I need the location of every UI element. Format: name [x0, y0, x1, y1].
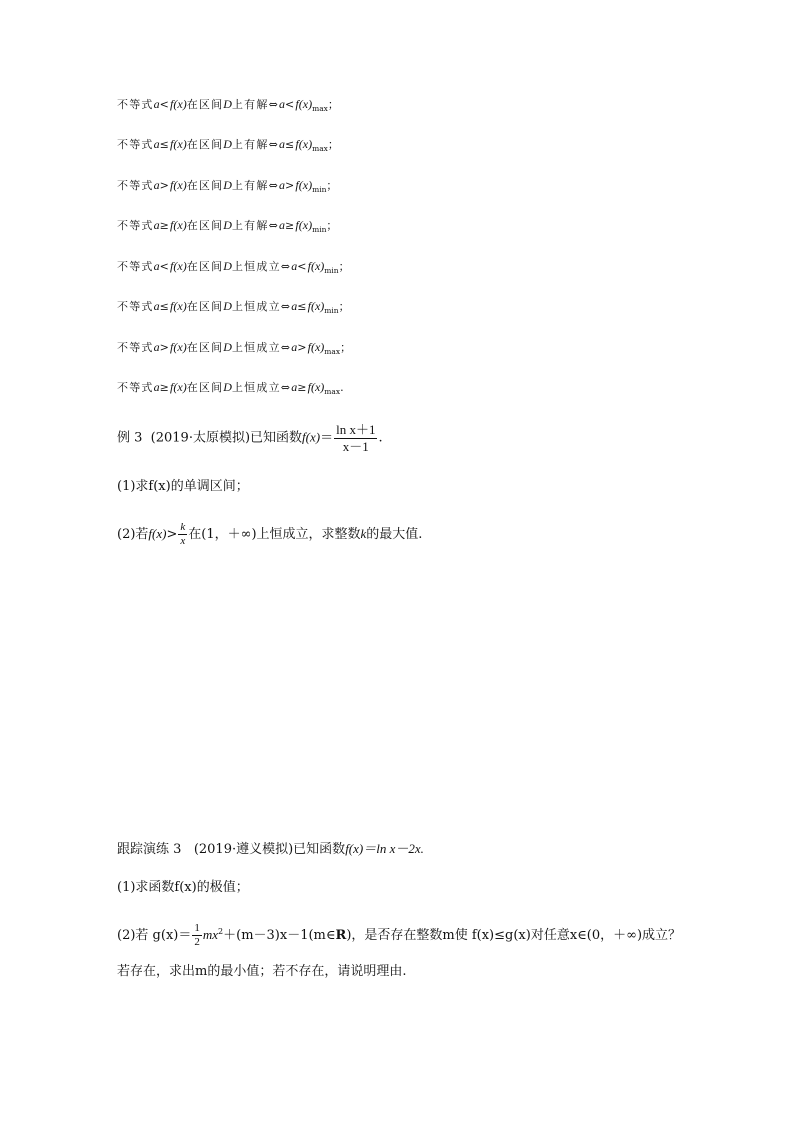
rule-op2: ≤ — [285, 138, 296, 151]
rule-cond: 上恒成立⇔ — [231, 381, 292, 394]
rule-a2: a — [291, 380, 298, 394]
rule-subscript: min — [312, 225, 327, 234]
q2-prefix: (2)若 — [117, 527, 149, 543]
rule-prefix: 不等式 — [117, 341, 154, 354]
rule-op: < — [159, 98, 171, 111]
fraction-numerator: ln x＋1 — [336, 422, 376, 437]
rule-subscript: max — [312, 104, 328, 113]
rule-op2: < — [297, 260, 308, 273]
rule-a2: a — [279, 137, 285, 151]
q2-end: 的最大值. — [366, 527, 423, 543]
q2-k: k — [360, 526, 367, 542]
pq2-prefix: (2)若 g(x)＝ — [117, 928, 192, 944]
rule-a: a — [153, 137, 160, 151]
practice-3-question-2 — [117, 922, 681, 949]
rule-fx2: f(x) — [307, 380, 325, 394]
rule-end: ； — [327, 138, 341, 151]
rule-op2: < — [285, 98, 296, 111]
rule-D: D — [223, 380, 232, 394]
rule-op: > — [159, 179, 171, 192]
rule-op: < — [159, 260, 171, 273]
rule-fx2: f(x) — [307, 340, 325, 354]
rule-D: D — [223, 97, 232, 111]
rule-cond: 上恒成立⇔ — [231, 260, 292, 273]
rule-op2: ≥ — [297, 381, 308, 394]
rule-a: a — [153, 340, 160, 354]
half-numerator: 1 — [192, 922, 202, 936]
rule-subscript: max — [324, 387, 341, 396]
rule-end: . — [340, 381, 345, 394]
function-fraction — [334, 422, 377, 454]
rule-mid: 在区间 — [186, 219, 224, 232]
rule-op2: ≤ — [297, 300, 308, 313]
practice-3-question-2-line-2: 若存在，求出m的最小值；若不存在，请说明理由. — [117, 964, 407, 979]
rule-mid: 在区间 — [186, 179, 224, 192]
rule-subscript: min — [324, 306, 339, 315]
period: . — [378, 430, 383, 446]
rule-fx: f(x) — [170, 178, 187, 192]
rule-mid: 在区间 — [186, 300, 224, 313]
rule-line — [117, 219, 339, 234]
equals-sign: ＝ — [320, 430, 334, 446]
rule-op2: > — [285, 179, 296, 192]
rule-line — [117, 341, 352, 356]
rule-line — [117, 98, 340, 113]
rule-subscript: max — [324, 347, 341, 356]
rule-prefix: 不等式 — [117, 300, 154, 313]
rule-cond: 上有解⇔ — [231, 219, 279, 232]
rule-a2: a — [291, 299, 298, 313]
rule-cond: 上恒成立⇔ — [231, 300, 292, 313]
rule-end: ； — [326, 179, 339, 192]
rule-end: ； — [340, 341, 353, 354]
rule-prefix: 不等式 — [117, 138, 154, 151]
pq2-mx: mx — [202, 927, 219, 943]
rule-a: a — [153, 299, 160, 313]
one-half-fraction — [192, 922, 202, 949]
example-3-source: (2019·太原模拟)已知函数 — [150, 430, 303, 446]
pq2-square: 2 — [218, 927, 224, 937]
rule-line — [117, 138, 340, 153]
half-denominator: 2 — [194, 936, 200, 949]
rule-line — [117, 381, 345, 396]
rule-prefix: 不等式 — [117, 219, 154, 232]
rule-D: D — [223, 340, 232, 354]
x-denominator: x — [180, 535, 186, 548]
rule-subscript: min — [324, 266, 339, 275]
rule-op: ≥ — [159, 381, 171, 394]
practice-function-expr: ＝ln x－2x. — [363, 841, 424, 856]
rule-mid: 在区间 — [186, 381, 224, 394]
rule-mid: 在区间 — [186, 98, 224, 111]
rule-subscript: min — [312, 185, 327, 194]
rule-fx: f(x) — [170, 340, 187, 354]
rule-D: D — [223, 259, 232, 273]
pq2-question: )，是否存在整数m使 f(x)≤g(x)对任意x∈(0，＋∞)成立？ — [346, 928, 682, 944]
rule-prefix: 不等式 — [117, 381, 154, 394]
practice-3-label: 跟踪演练 3 — [117, 842, 182, 857]
rule-op: > — [159, 341, 171, 354]
example-3-question-1: (1)求f(x)的单调区间； — [117, 479, 249, 494]
rule-a2: a — [279, 97, 285, 111]
rule-end: ； — [326, 219, 339, 232]
rule-cond: 上恒成立⇔ — [231, 341, 292, 354]
rule-a2: a — [291, 340, 298, 354]
rule-op2: > — [297, 341, 308, 354]
rule-fx2: f(x) — [307, 299, 325, 313]
example-3-question-2 — [117, 521, 422, 548]
rule-fx2: f(x) — [307, 259, 325, 273]
rule-end: ； — [338, 300, 351, 313]
rule-a2: a — [291, 259, 298, 273]
rule-op: ≤ — [159, 138, 171, 151]
q2-gt: > — [166, 527, 178, 543]
pq2-reals: R — [335, 928, 347, 944]
rule-mid: 在区间 — [186, 138, 224, 151]
rule-prefix: 不等式 — [117, 98, 154, 111]
practice-3-question-1: (1)求函数f(x)的极值； — [117, 880, 249, 895]
rule-end: ； — [338, 260, 351, 273]
rule-prefix: 不等式 — [117, 179, 154, 192]
rule-fx2: f(x) — [295, 97, 313, 111]
rule-cond: 上有解⇔ — [231, 138, 279, 151]
k-over-x-fraction — [178, 521, 187, 548]
pq2-terms: ＋(m－3)x－1(m∈ — [223, 928, 336, 944]
rule-D: D — [223, 218, 232, 232]
q2-function: f(x) — [148, 526, 167, 542]
q2-middle: 在(1，＋∞)上恒成立，求整数 — [188, 527, 361, 543]
rule-fx: f(x) — [170, 259, 187, 273]
rule-fx: f(x) — [170, 299, 187, 313]
rule-fx: f(x) — [170, 218, 187, 232]
rule-line — [117, 300, 351, 315]
rule-fx: f(x) — [170, 97, 187, 111]
practice-3-source: (2019·遵义模拟)已知函数 — [193, 842, 346, 857]
rule-op: ≥ — [159, 219, 171, 232]
rule-a: a — [153, 259, 160, 273]
rule-end: ； — [327, 98, 341, 111]
rule-cond: 上有解⇔ — [231, 98, 279, 111]
rule-D: D — [223, 178, 232, 192]
rule-fx: f(x) — [170, 380, 187, 394]
rule-fx: f(x) — [170, 137, 187, 151]
rule-mid: 在区间 — [186, 341, 224, 354]
rule-subscript: max — [312, 144, 328, 153]
rule-op2: ≥ — [285, 219, 296, 232]
rule-a: a — [153, 97, 160, 111]
rule-prefix: 不等式 — [117, 260, 154, 273]
rule-line — [117, 179, 339, 194]
rule-a2: a — [279, 178, 285, 192]
rule-mid: 在区间 — [186, 260, 224, 273]
practice-3-statement — [117, 842, 424, 856]
example-3-label: 例 3 — [117, 430, 143, 446]
rule-D: D — [223, 299, 232, 313]
rule-line — [117, 260, 351, 275]
rule-a: a — [153, 178, 160, 192]
rule-a2: a — [279, 218, 285, 232]
rule-fx2: f(x) — [295, 178, 313, 192]
fraction-denominator: x－1 — [342, 438, 369, 454]
rule-a: a — [153, 218, 160, 232]
rule-a: a — [153, 380, 160, 394]
k-numerator: k — [178, 521, 187, 535]
practice-function-name: f(x) — [345, 841, 364, 856]
rule-fx2: f(x) — [295, 218, 313, 232]
rule-fx2: f(x) — [295, 137, 313, 151]
function-name: f(x) — [302, 429, 321, 445]
rule-D: D — [223, 137, 232, 151]
example-3-statement — [117, 422, 383, 454]
rule-op: ≤ — [159, 300, 171, 313]
rule-cond: 上有解⇔ — [231, 179, 279, 192]
